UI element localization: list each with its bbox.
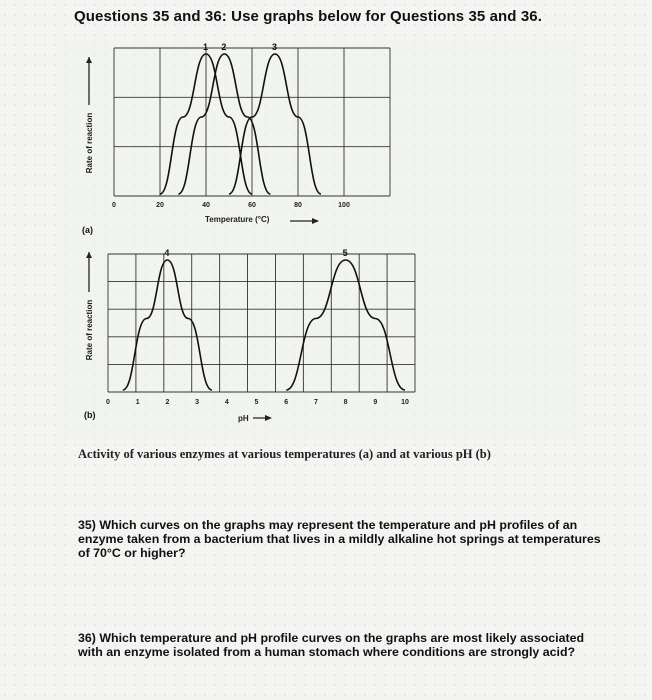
x-tick-label: 1 xyxy=(135,399,140,406)
x-axis-label: Temperature (°C) xyxy=(205,215,270,224)
x-tick-label: 6 xyxy=(284,399,289,406)
y-axis-label: Rate of reaction xyxy=(85,112,94,174)
series-label-3: 3 xyxy=(272,42,278,52)
x-axis-arrowhead xyxy=(312,218,319,224)
x-tick-label: 5 xyxy=(254,399,259,406)
x-tick-label: 40 xyxy=(202,202,210,209)
ph-chart xyxy=(84,248,415,423)
x-axis-label: pH xyxy=(238,414,249,423)
series-label-1: 1 xyxy=(203,42,209,52)
x-tick-label: 60 xyxy=(248,202,256,209)
x-tick-label: 8 xyxy=(343,399,348,406)
x-tick-label: 20 xyxy=(156,202,164,209)
x-tick-label: 80 xyxy=(294,202,302,209)
x-tick-label: 2 xyxy=(165,399,170,406)
x-axis-arrowhead xyxy=(265,415,272,421)
y-axis-arrowhead xyxy=(86,57,92,63)
x-tick-label: 7 xyxy=(313,399,318,406)
x-tick-label: 4 xyxy=(224,399,229,406)
figure-caption: Activity of various enzymes at various temperatures (a) and at various pH (b) xyxy=(78,447,491,461)
x-tick-label: 0 xyxy=(112,202,116,209)
series-label-2: 2 xyxy=(221,42,227,52)
temperature-chart xyxy=(82,42,390,235)
x-tick-label: 3 xyxy=(195,399,200,406)
panel-label: (b) xyxy=(84,410,96,420)
y-axis-arrowhead xyxy=(86,252,92,258)
question-36: 36) Which temperature and pH profile curves on the graphs are most likely associated with an enzyme isolated from a human stomach where conditions are strongly acid? xyxy=(78,631,585,659)
x-tick-label: 0 xyxy=(106,399,110,406)
x-tick-label: 9 xyxy=(373,399,378,406)
y-axis-label: Rate of reaction xyxy=(85,299,94,361)
grid xyxy=(108,254,415,392)
question-35: 35) Which curves on the graphs may represent the temperature and pH profiles of an enzyme taken from a bacterium that lives in a mildly alkaline hot springs at temperatures of 70°C or higher? xyxy=(78,518,601,560)
series-label-5: 5 xyxy=(342,248,348,258)
series-curve-2 xyxy=(178,54,270,194)
panel-label: (a) xyxy=(82,225,93,235)
page-title: Questions 35 and 36: Use graphs below for Questions 35 and 36. xyxy=(74,8,542,25)
x-tick-label: 10 xyxy=(401,399,409,406)
series-label-4: 4 xyxy=(164,248,170,258)
x-tick-label: 100 xyxy=(338,202,350,209)
